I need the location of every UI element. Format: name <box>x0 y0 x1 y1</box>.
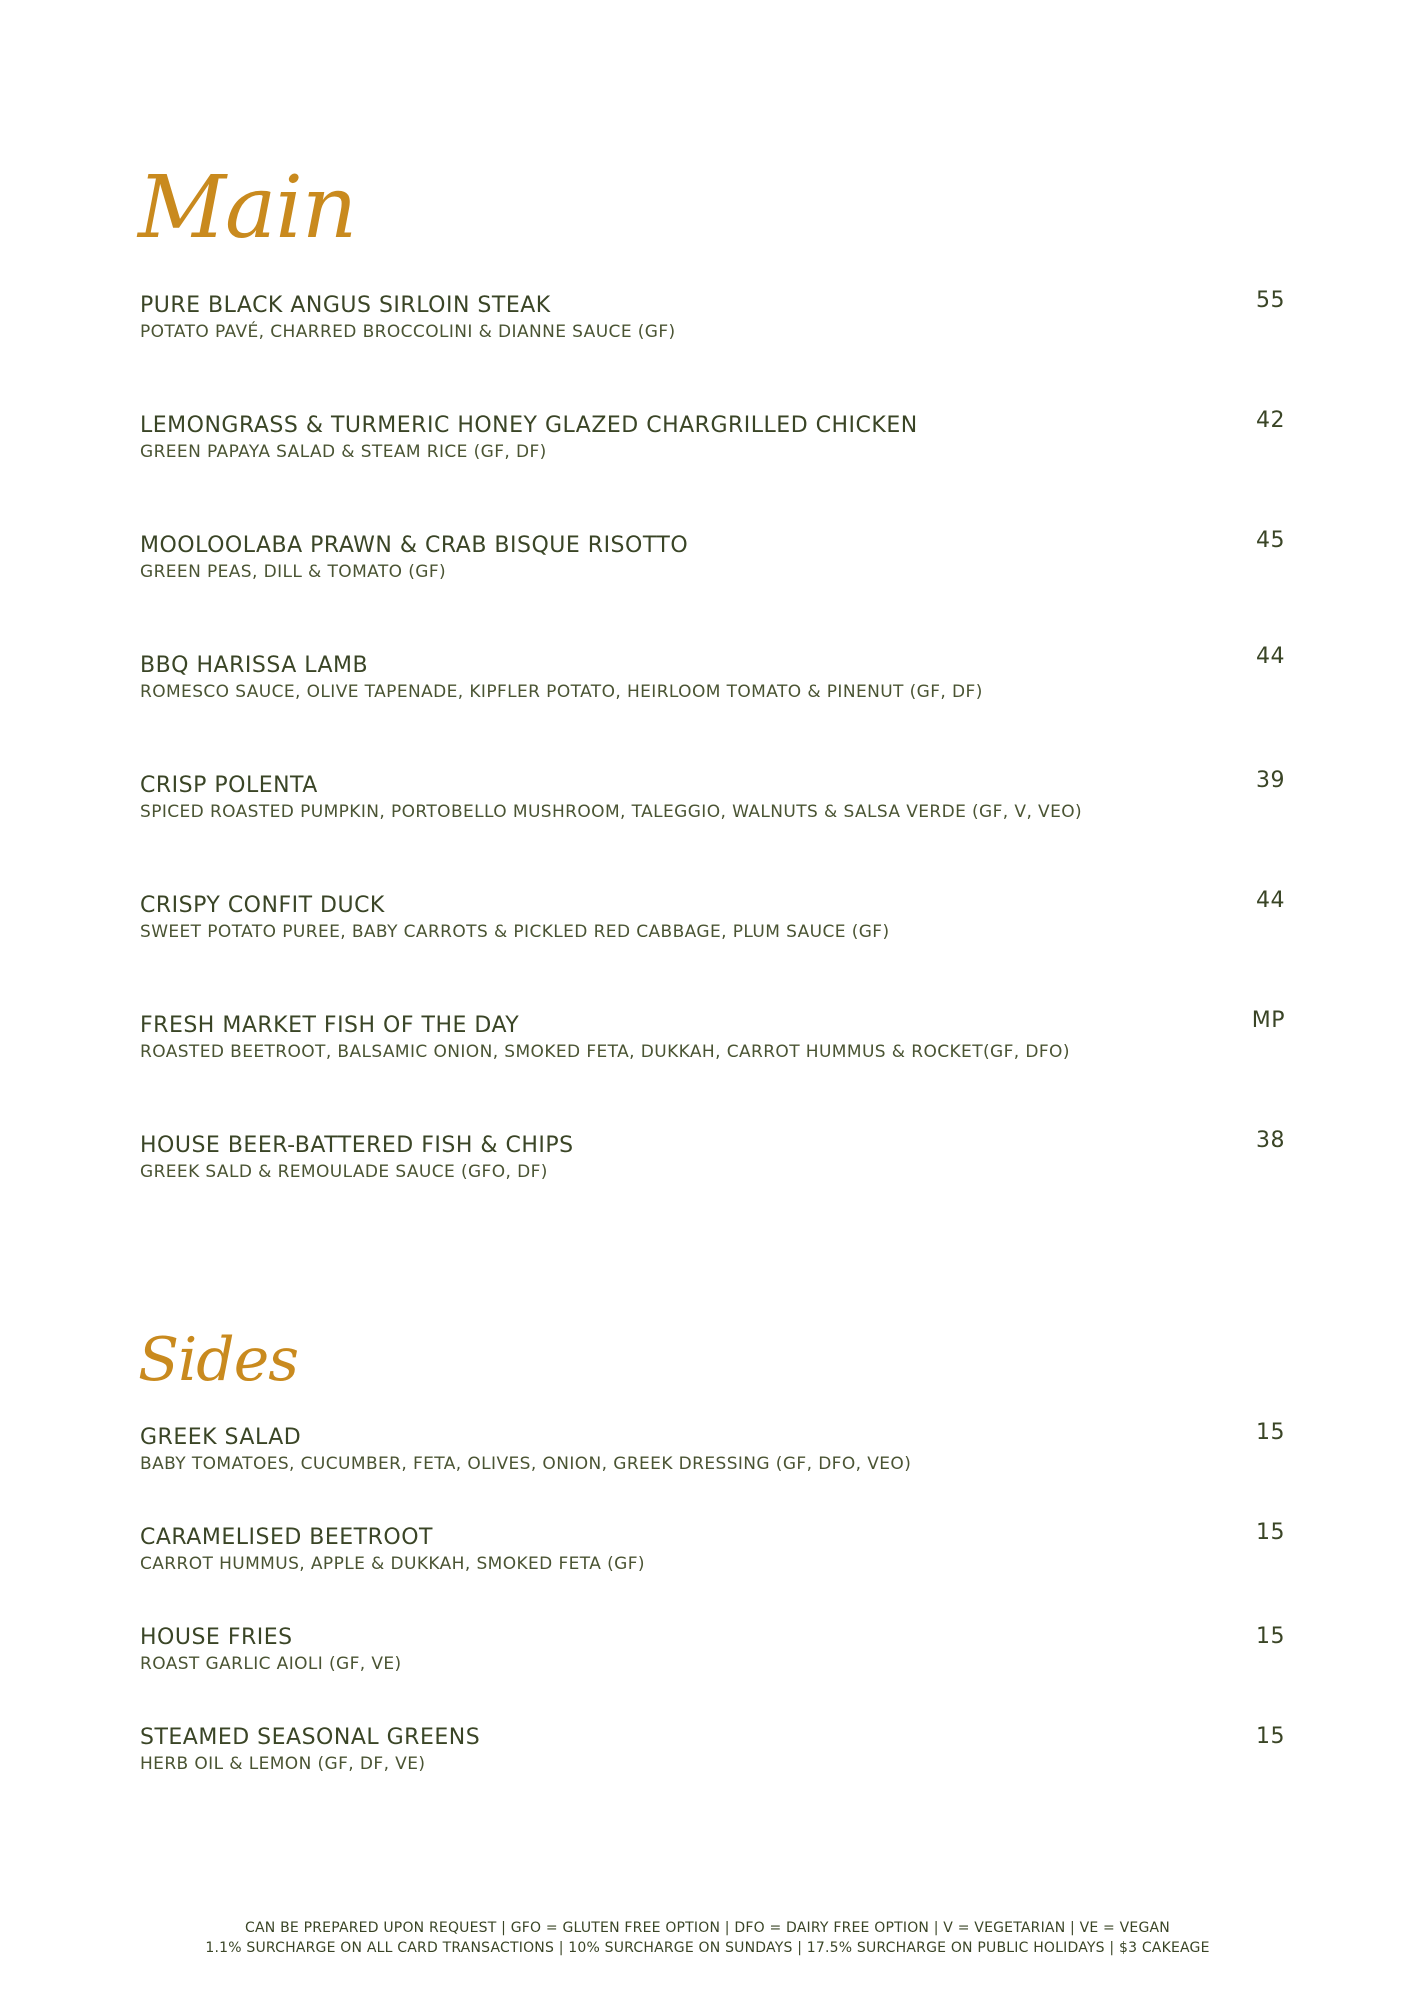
menu-item-description: GREEN PEAS, DILL & TOMATO (GF) <box>140 562 447 582</box>
menu-item-price: 15 <box>1256 1520 1285 1545</box>
menu-item-name: HOUSE BEER-BATTERED FISH & CHIPS <box>140 1133 574 1158</box>
menu-item-description: SWEET POTATO PUREE, BABY CARROTS & PICKLED RED CABBAGE, PLUM SAUCE (GF) <box>140 922 890 942</box>
menu-item-price: 15 <box>1256 1420 1285 1445</box>
menu-item <box>140 528 1285 584</box>
menu-item <box>140 1008 1285 1064</box>
sides-section-title: Sides <box>138 1325 298 1396</box>
menu-item-description: GREEK SALD & REMOULADE SAUCE (GFO, DF) <box>140 1162 548 1182</box>
footer-notes <box>0 1918 1415 1958</box>
menu-item-name: STEAMED SEASONAL GREENS <box>140 1725 481 1750</box>
menu-item <box>140 1420 1285 1476</box>
menu-item <box>140 768 1285 824</box>
menu-item-price: 45 <box>1256 528 1285 553</box>
menu-item <box>140 1624 1285 1676</box>
menu-item-description: ROASTED BEETROOT, BALSAMIC ONION, SMOKED FETA, DUKKAH, CARROT HUMMUS & ROCKET(GF, DFO) <box>140 1042 1070 1062</box>
menu-item-name: CRISPY CONFIT DUCK <box>140 893 385 918</box>
menu-item-name: HOUSE FRIES <box>140 1625 293 1650</box>
menu-item-price: 44 <box>1256 644 1285 669</box>
menu-item-name: MOOLOOLABA PRAWN & CRAB BISQUE RISOTTO <box>140 533 689 558</box>
menu-item-description: ROAST GARLIC AIOLI (GF, VE) <box>140 1654 402 1674</box>
menu-item-description: ROMESCO SAUCE, OLIVE TAPENADE, KIPFLER POTATO, HEIRLOOM TOMATO & PINENUT (GF, DF) <box>140 682 983 702</box>
menu-item-description: POTATO PAVÉ, CHARRED BROCCOLINI & DIANNE SAUCE (GF) <box>140 322 676 342</box>
menu-item-description: SPICED ROASTED PUMPKIN, PORTOBELLO MUSHROOM, TALEGGIO, WALNUTS & SALSA VERDE (GF, V, VEO) <box>140 802 1083 822</box>
menu-item-price: 38 <box>1256 1128 1285 1153</box>
menu-item-price: 42 <box>1256 408 1285 433</box>
main-section-title: Main <box>138 157 357 258</box>
menu-item-name: CRISP POLENTA <box>140 773 318 798</box>
menu-item-price: MP <box>1251 1008 1285 1033</box>
menu-item <box>140 288 1285 344</box>
menu-item-price: 15 <box>1256 1624 1285 1649</box>
menu-item-name: GREEK SALAD <box>140 1425 302 1450</box>
menu-item <box>140 888 1285 944</box>
menu-item <box>140 1724 1285 1776</box>
menu-item-description: CARROT HUMMUS, APPLE & DUKKAH, SMOKED FETA (GF) <box>140 1554 645 1574</box>
menu-item-price: 55 <box>1256 288 1285 313</box>
menu-item-description: GREEN PAPAYA SALAD & STEAM RICE (GF, DF) <box>140 442 547 462</box>
menu-item-name: BBQ HARISSA LAMB <box>140 653 369 678</box>
menu-item-description: HERB OIL & LEMON (GF, DF, VE) <box>140 1754 426 1774</box>
menu-item <box>140 1128 1285 1184</box>
menu-item-price: 44 <box>1256 888 1285 913</box>
footer-surcharge-info: 1.1% SURCHARGE ON ALL CARD TRANSACTIONS | 10% SURCHARGE ON SUNDAYS | 17.5% SURCHARGE ON PUBLIC HOLIDAYS | $3 CAKEAGE <box>205 1940 1210 1956</box>
menu-item-price: 39 <box>1256 768 1285 793</box>
menu-item <box>140 1520 1285 1576</box>
footer-dietary-legend: CAN BE PREPARED UPON REQUEST | GFO = GLUTEN FREE OPTION | DFO = DAIRY FREE OPTION | V = VEGETARIAN | VE = VEGAN <box>245 1920 1170 1936</box>
menu-item <box>140 408 1285 464</box>
menu-item-name: FRESH MARKET FISH OF THE DAY <box>140 1013 520 1038</box>
menu-item-price: 15 <box>1256 1724 1285 1749</box>
menu-item-name: CARAMELISED BEETROOT <box>140 1525 433 1550</box>
menu-item-description: BABY TOMATOES, CUCUMBER, FETA, OLIVES, ONION, GREEK DRESSING (GF, DFO, VEO) <box>140 1454 912 1474</box>
menu-item-name: LEMONGRASS & TURMERIC HONEY GLAZED CHARGRILLED CHICKEN <box>140 413 918 438</box>
menu-item-name: PURE BLACK ANGUS SIRLOIN STEAK <box>140 293 551 318</box>
menu-item <box>140 644 1285 704</box>
